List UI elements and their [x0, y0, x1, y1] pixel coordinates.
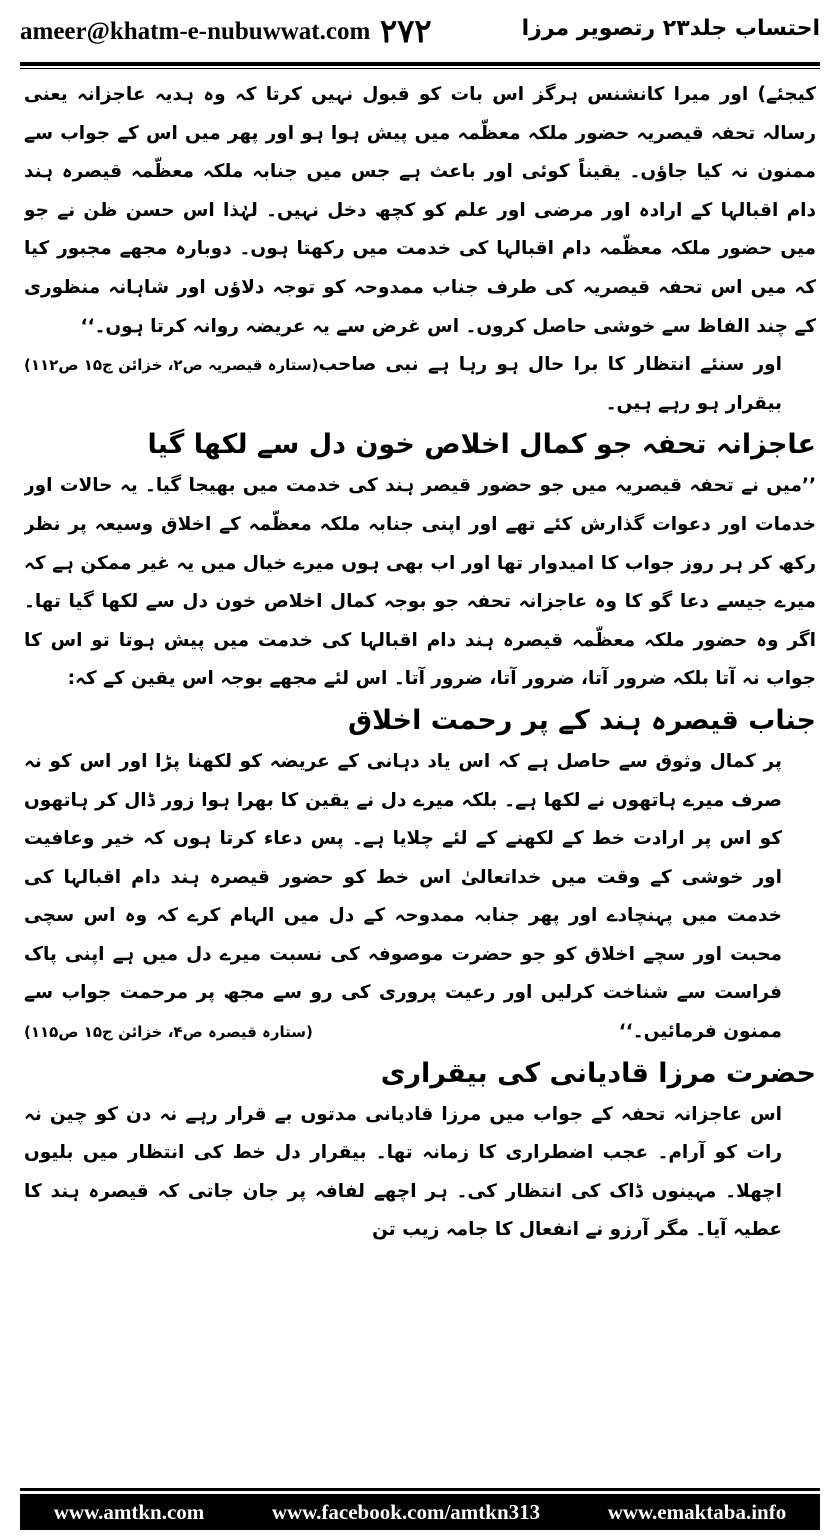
page-header	[20, 12, 820, 60]
header-email: ameer@khatm-e-nubuwwat.com	[20, 18, 371, 45]
paragraph-text: کیجئے) اور میرا کانشنس ہرگز اس بات کو قبول نہیں کرتا کہ وہ ہدیہ عاجزانہ یعنی رسالہ تحفہ قیصریہ حضور ملکہ معظّمہ میں پیش ہوا ہو اور پھر میں اس کے جواب سے ممنون نہ کیا جاؤں۔ یقیناً کوئی اور باعث ہے جس میں جنابہ ملکہ معظّمہ قیصرہ ہند دام اقبالہا کے ارادہ اور مرضی اور علم کو کچھ دخل نہیں۔ لہٰذا اس حسن ظن نے جو میں حضور ملکہ معظّمہ دام اقبالہا کی خدمت میں رکھتا ہوں۔ دوبارہ مجھے مجبور کیا کہ میں اس تحفہ قیصریہ کی طرف جناب ممدوحہ کو توجہ دلاؤں اور شاہانہ منظوری کے چند الفاظ سے خوشی حاصل کروں۔ اس غرض سے یہ عریضہ روانہ کرتا ہوں۔‘‘	[24, 84, 816, 337]
section-heading-2: جناب قیصرہ ہند کے پر رحمت اخلاق	[347, 704, 816, 736]
page-number: ۲۷۲	[380, 12, 432, 50]
book-title: احتساب جلد۲۳ رتصویر مرزا	[521, 16, 820, 41]
citation: (ستارہ قیصرہ ص۴، خزائن ج۱۵ ص۱۱۵)	[24, 1023, 313, 1042]
page-body	[24, 76, 816, 1481]
paragraph-4	[24, 743, 816, 1052]
paragraph-2: اور سنئے انتظار کا برا حال ہو رہا ہے نبی صاحب بیقرار ہو رہے ہیں۔	[318, 354, 782, 414]
header-rule-thin	[20, 68, 820, 69]
citation: (ستارہ قیصریہ ص۲، خزائن ج۱۵ ص۱۱۲)	[24, 356, 319, 375]
page-footer	[20, 1494, 820, 1530]
paragraph-5: اس عاجزانہ تحفہ کے جواب میں مرزا قادیانی مدتوں بے قرار رہے نہ دن کو چین نہ رات کو آرام۔ عجب اضطراری کا زمانہ تھا۔ بیقرار دل خط کی انتظار میں بلیوں اچھلا۔ مہینوں ڈاک کی انتظار کی۔ ہر اچھے لفافہ پر جان جاتی کہ قیصرہ ہند کا عطیہ آیا۔ مگر آرزو نے انفعال کا جامہ زیب تن	[24, 1103, 782, 1241]
section-heading-1: عاجزانہ تحفہ جو کمال اخلاص خون دل سے لکھا گیا	[147, 429, 816, 461]
section-heading-3: حضرت مرزا قادیانی کی بیقراری	[380, 1057, 816, 1089]
paragraph-1	[24, 76, 816, 375]
footer-link-facebook[interactable]: www.facebook.com/amtkn313	[271, 1499, 541, 1524]
footer-link-website[interactable]: www.amtkn.com	[53, 1499, 205, 1524]
paragraph-text: پر کمال وثوق سے حاصل ہے کہ اس یاد دہانی کے عریضہ کو لکھنا پڑا اور اس کو نہ صرف میرے ہاتھوں نے لکھا ہے۔ بلکہ میرے دل نے یقین کا بھرا ہوا زور ڈال کر ہاتھوں کو اس پر ارادت خط کے لکھنے کے لئے چلایا ہے۔ پس دعاء کرتا ہوں کہ خیر وعافیت اور خوشی کے وقت میں خداتعالیٰ اس خط کو حضور قیصرہ ہند دام اقبالہا کی خدمت میں پہنچادے اور پھر جنابہ ممدوحہ کے دل میں الہام کرے کہ وہ اس سچی محبت اور سچے اخلاق کو جو حضرت موصوفہ کی نسبت میرے دل میں ہے اپنی پاک فراست سے شناخت کرلیں اور رعیت پروری کی رو سے مجھ پر مرحمت جواب سے ممنون فرمائیں۔‘‘	[24, 750, 782, 1043]
footer-rule	[20, 1488, 820, 1491]
paragraph-3: ’’میں نے تحفہ قیصریہ میں جو حضور قیصر ہند کی خدمت میں بھیجا گیا۔ یہ حالات اور خدمات اور دعوات گذارش کئے تھے اور اپنی جنابہ ملکہ معظّمہ کے اخلاق وسیعہ پر نظر رکھ کر ہر روز جواب کا امیدوار تھا اور اب بھی ہوں میرے خیال میں یہ غیر ممکن ہے کہ میرے جیسے دعا گو کا وہ عاجزانہ تحفہ جو بوجہ کمال اخلاص خون دل سے لکھا گیا تھا۔ اگر وہ حضور ملکہ معظّمہ قیصرہ ہند دام اقبالہا کی خدمت میں پیش ہوتا تو اس کا جواب نہ آتا بلکہ ضرور آتا، ضرور آتا، ضرور آتا۔ اس لئے مجھے بوجہ اس یقین کے کہ:	[24, 475, 816, 690]
header-rule	[20, 62, 820, 66]
footer-link-emaktaba[interactable]: www.emaktaba.info	[607, 1499, 787, 1524]
